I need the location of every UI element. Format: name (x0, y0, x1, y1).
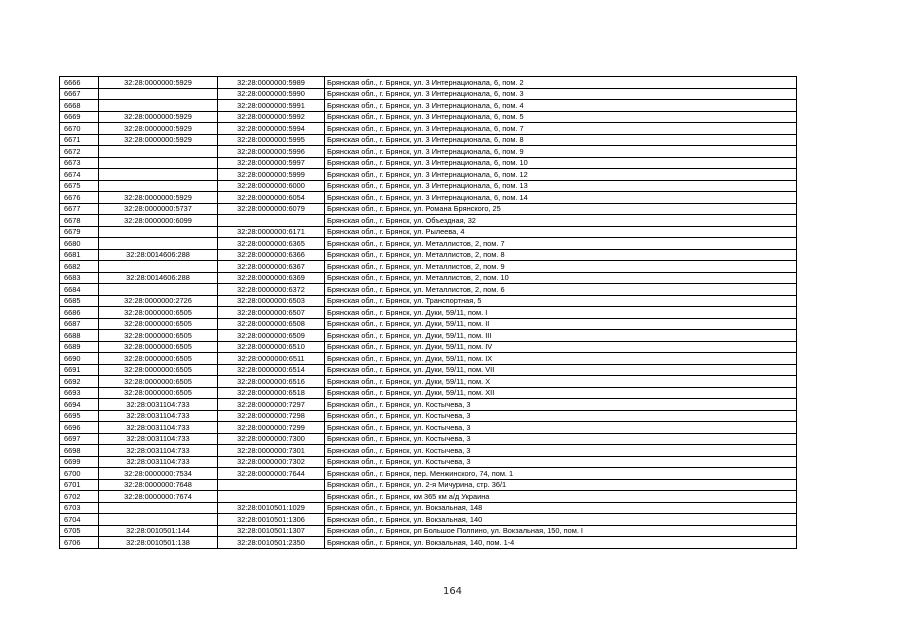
parent-cadastral-cell: 32:28:0000000:6505 (99, 318, 218, 330)
row-number-cell: 6688 (60, 330, 99, 342)
parent-cadastral-cell (99, 261, 218, 273)
row-number-cell: 6680 (60, 238, 99, 250)
table-row (60, 272, 797, 284)
table-row (60, 456, 797, 468)
address-cell: Брянская обл., г. Брянск, ул. Дуки, 59/11, пом. IV (325, 341, 797, 353)
row-number-cell: 6701 (60, 479, 99, 491)
table-row (60, 203, 797, 215)
cadastral-number-cell: 32:28:0000000:6514 (218, 364, 325, 376)
address-cell: Брянская обл., г. Брянск, ул. Металлистов, 2, пом. 6 (325, 284, 797, 296)
parent-cadastral-cell: 32:28:0000000:7648 (99, 479, 218, 491)
row-number-cell: 6673 (60, 157, 99, 169)
address-cell: Брянская обл., г. Брянск, пер. Менжинского, 74, пом. 1 (325, 468, 797, 480)
address-cell: Брянская обл., г. Брянск, ул. Рылеева, 4 (325, 226, 797, 238)
table-row (60, 410, 797, 422)
parent-cadastral-cell: 32:28:0000000:2726 (99, 295, 218, 307)
row-number-cell: 6681 (60, 249, 99, 261)
cadastral-number-cell: 32:28:0000000:5996 (218, 146, 325, 158)
row-number-cell: 6676 (60, 192, 99, 204)
parent-cadastral-cell: 32:28:0000000:6505 (99, 307, 218, 319)
table-row (60, 399, 797, 411)
parent-cadastral-cell (99, 157, 218, 169)
cadastral-number-cell: 32:28:0000000:6507 (218, 307, 325, 319)
address-cell: Брянская обл., г. Брянск, ул. 3 Интернационала, 6, пом. 2 (325, 77, 797, 89)
table-row (60, 479, 797, 491)
parent-cadastral-cell: 32:28:0000000:5737 (99, 203, 218, 215)
cadastral-number-cell: 32:28:0000000:6000 (218, 180, 325, 192)
table-row (60, 376, 797, 388)
cadastral-number-cell: 32:28:0000000:5990 (218, 88, 325, 100)
table-row (60, 77, 797, 89)
row-number-cell: 6694 (60, 399, 99, 411)
row-number-cell: 6675 (60, 180, 99, 192)
address-cell: Брянская обл., г. Брянск, ул. Объездная, 32 (325, 215, 797, 227)
parent-cadastral-cell: 32:28:0031104:733 (99, 422, 218, 434)
table-row (60, 537, 797, 549)
parent-cadastral-cell: 32:28:0000000:6099 (99, 215, 218, 227)
table-row (60, 261, 797, 273)
table-row (60, 192, 797, 204)
parent-cadastral-cell (99, 502, 218, 514)
parent-cadastral-cell: 32:28:0014606:288 (99, 249, 218, 261)
row-number-cell: 6683 (60, 272, 99, 284)
table-row (60, 226, 797, 238)
table-row (60, 157, 797, 169)
address-cell: Брянская обл., г. Брянск, ул. 3 Интернационала, 6, пом. 3 (325, 88, 797, 100)
address-cell: Брянская обл., г. Брянск, ул. Металлистов, 2, пом. 7 (325, 238, 797, 250)
address-cell: Брянская обл., г. Брянск, ул. 3 Интернационала, 6, пом. 14 (325, 192, 797, 204)
row-number-cell: 6705 (60, 525, 99, 537)
table-row (60, 284, 797, 296)
row-number-cell: 6690 (60, 353, 99, 365)
address-cell: Брянская обл., г. Брянск, ул. Металлистов, 2, пом. 8 (325, 249, 797, 261)
address-cell: Брянская обл., г. Брянск, ул. Вокзальная, 140, пом. 1-4 (325, 537, 797, 549)
cadastral-number-cell: 32:28:0000000:5989 (218, 77, 325, 89)
cadastral-number-cell: 32:28:0000000:6510 (218, 341, 325, 353)
table-row (60, 387, 797, 399)
row-number-cell: 6667 (60, 88, 99, 100)
address-cell: Брянская обл., г. Брянск, ул. 3 Интернационала, 6, пом. 8 (325, 134, 797, 146)
address-cell: Брянская обл., г. Брянск, рп Большое Полпино, ул. Вокзальная, 150, пом. I (325, 525, 797, 537)
parent-cadastral-cell (99, 146, 218, 158)
table-row (60, 180, 797, 192)
cadastral-number-cell (218, 491, 325, 503)
address-cell: Брянская обл., г. Брянск, ул. Костычева, 3 (325, 422, 797, 434)
cadastral-number-cell: 32:28:0000000:6369 (218, 272, 325, 284)
address-cell: Брянская обл., г. Брянск, ул. Дуки, 59/11, пом. X (325, 376, 797, 388)
cadastral-number-cell: 32:28:0010501:1029 (218, 502, 325, 514)
cadastral-number-cell: 32:28:0000000:6372 (218, 284, 325, 296)
row-number-cell: 6685 (60, 295, 99, 307)
address-cell: Брянская обл., г. Брянск, ул. 2-я Мичурина, стр. 36/1 (325, 479, 797, 491)
row-number-cell: 6669 (60, 111, 99, 123)
row-number-cell: 6706 (60, 537, 99, 549)
table-row (60, 445, 797, 457)
cadastral-number-cell: 32:28:0000000:6365 (218, 238, 325, 250)
table-row (60, 514, 797, 526)
row-number-cell: 6672 (60, 146, 99, 158)
parent-cadastral-cell: 32:28:0000000:6505 (99, 364, 218, 376)
cadastral-number-cell: 32:28:0000000:5999 (218, 169, 325, 181)
cadastral-number-cell: 32:28:0000000:6054 (218, 192, 325, 204)
cadastral-number-cell: 32:28:0000000:6516 (218, 376, 325, 388)
cadastral-number-cell: 32:28:0000000:6511 (218, 353, 325, 365)
parent-cadastral-cell (99, 169, 218, 181)
row-number-cell: 6702 (60, 491, 99, 503)
row-number-cell: 6692 (60, 376, 99, 388)
address-cell: Брянская обл., г. Брянск, км 365 км а/д Украина (325, 491, 797, 503)
parent-cadastral-cell: 32:28:0000000:6505 (99, 353, 218, 365)
table-row (60, 491, 797, 503)
parent-cadastral-cell (99, 88, 218, 100)
parent-cadastral-cell (99, 514, 218, 526)
table-row (60, 468, 797, 480)
cadastral-number-cell: 32:28:0000000:7301 (218, 445, 325, 457)
cadastral-number-cell: 32:28:0000000:6171 (218, 226, 325, 238)
cadastral-number-cell: 32:28:0000000:5991 (218, 100, 325, 112)
address-cell: Брянская обл., г. Брянск, ул. Дуки, 59/11, пом. IX (325, 353, 797, 365)
address-cell: Брянская обл., г. Брянск, ул. 3 Интернационала, 6, пом. 12 (325, 169, 797, 181)
parent-cadastral-cell: 32:28:0000000:6505 (99, 376, 218, 388)
cadastral-number-cell: 32:28:0000000:5995 (218, 134, 325, 146)
table-row (60, 433, 797, 445)
cadastral-number-cell (218, 479, 325, 491)
parent-cadastral-cell (99, 284, 218, 296)
cadastral-number-cell: 32:28:0010501:1307 (218, 525, 325, 537)
row-number-cell: 6697 (60, 433, 99, 445)
table-row (60, 111, 797, 123)
row-number-cell: 6670 (60, 123, 99, 135)
address-cell: Брянская обл., г. Брянск, ул. Металлистов, 2, пом. 9 (325, 261, 797, 273)
table-row (60, 169, 797, 181)
registry-table (59, 76, 797, 549)
parent-cadastral-cell (99, 180, 218, 192)
table-row (60, 525, 797, 537)
cadastral-number-cell: 32:28:0000000:5992 (218, 111, 325, 123)
address-cell: Брянская обл., г. Брянск, ул. Дуки, 59/11, пом. VII (325, 364, 797, 376)
parent-cadastral-cell: 32:28:0000000:7674 (99, 491, 218, 503)
parent-cadastral-cell (99, 100, 218, 112)
parent-cadastral-cell: 32:28:0000000:5929 (99, 111, 218, 123)
address-cell: Брянская обл., г. Брянск, ул. 3 Интернационала, 6, пом. 13 (325, 180, 797, 192)
table-row (60, 249, 797, 261)
address-cell: Брянская обл., г. Брянск, ул. Вокзальная, 148 (325, 502, 797, 514)
cadastral-number-cell: 32:28:0000000:5997 (218, 157, 325, 169)
cadastral-number-cell: 32:28:0000000:6079 (218, 203, 325, 215)
address-cell: Брянская обл., г. Брянск, ул. 3 Интернационала, 6, пом. 7 (325, 123, 797, 135)
cadastral-number-cell: 32:28:0000000:5994 (218, 123, 325, 135)
address-cell: Брянская обл., г. Брянск, ул. Дуки, 59/11, пом. I (325, 307, 797, 319)
row-number-cell: 6684 (60, 284, 99, 296)
cadastral-number-cell: 32:28:0010501:1306 (218, 514, 325, 526)
row-number-cell: 6699 (60, 456, 99, 468)
address-cell: Брянская обл., г. Брянск, ул. Костычева, 3 (325, 445, 797, 457)
table-row (60, 330, 797, 342)
cadastral-number-cell: 32:28:0000000:7298 (218, 410, 325, 422)
table-row (60, 318, 797, 330)
table-row (60, 123, 797, 135)
address-cell: Брянская обл., г. Брянск, ул. Вокзальная, 140 (325, 514, 797, 526)
parent-cadastral-cell: 32:28:0031104:733 (99, 456, 218, 468)
address-cell: Брянская обл., г. Брянск, ул. Костычева, 3 (325, 433, 797, 445)
row-number-cell: 6698 (60, 445, 99, 457)
address-cell: Брянская обл., г. Брянск, ул. Металлистов, 2, пом. 10 (325, 272, 797, 284)
table-row (60, 307, 797, 319)
table-row (60, 364, 797, 376)
cadastral-number-cell (218, 215, 325, 227)
table-row (60, 100, 797, 112)
parent-cadastral-cell: 32:28:0000000:5929 (99, 192, 218, 204)
cadastral-number-cell: 32:28:0000000:7302 (218, 456, 325, 468)
table-row (60, 353, 797, 365)
parent-cadastral-cell: 32:28:0031104:733 (99, 433, 218, 445)
cadastral-number-cell: 32:28:0000000:7644 (218, 468, 325, 480)
address-cell: Брянская обл., г. Брянск, ул. Костычева, 3 (325, 410, 797, 422)
row-number-cell: 6703 (60, 502, 99, 514)
address-cell: Брянская обл., г. Брянск, ул. 3 Интернационала, 6, пом. 4 (325, 100, 797, 112)
address-cell: Брянская обл., г. Брянск, ул. Дуки, 59/11, пом. II (325, 318, 797, 330)
parent-cadastral-cell: 32:28:0031104:733 (99, 445, 218, 457)
address-cell: Брянская обл., г. Брянск, ул. Костычева, 3 (325, 456, 797, 468)
cadastral-number-cell: 32:28:0000000:6518 (218, 387, 325, 399)
cadastral-number-cell: 32:28:0000000:7297 (218, 399, 325, 411)
cadastral-number-cell: 32:28:0000000:7300 (218, 433, 325, 445)
cadastral-number-cell: 32:28:0000000:6508 (218, 318, 325, 330)
table-row (60, 295, 797, 307)
row-number-cell: 6666 (60, 77, 99, 89)
row-number-cell: 6693 (60, 387, 99, 399)
row-number-cell: 6679 (60, 226, 99, 238)
row-number-cell: 6671 (60, 134, 99, 146)
page-number: 164 (442, 586, 463, 597)
parent-cadastral-cell (99, 226, 218, 238)
address-cell: Брянская обл., г. Брянск, ул. Романа Брянского, 25 (325, 203, 797, 215)
parent-cadastral-cell: 32:28:0014606:288 (99, 272, 218, 284)
parent-cadastral-cell: 32:28:0031104:733 (99, 399, 218, 411)
parent-cadastral-cell: 32:28:0000000:6505 (99, 341, 218, 353)
cadastral-number-cell: 32:28:0000000:7299 (218, 422, 325, 434)
registry-table-body (60, 77, 797, 549)
parent-cadastral-cell: 32:28:0000000:7534 (99, 468, 218, 480)
address-cell: Брянская обл., г. Брянск, ул. Транспортная, 5 (325, 295, 797, 307)
address-cell: Брянская обл., г. Брянск, ул. 3 Интернационала, 6, пом. 9 (325, 146, 797, 158)
address-cell: Брянская обл., г. Брянск, ул. Дуки, 59/11, пом. XII (325, 387, 797, 399)
row-number-cell: 6686 (60, 307, 99, 319)
table-row (60, 88, 797, 100)
table-row (60, 134, 797, 146)
cadastral-number-cell: 32:28:0000000:6367 (218, 261, 325, 273)
address-cell: Брянская обл., г. Брянск, ул. 3 Интернационала, 6, пом. 10 (325, 157, 797, 169)
row-number-cell: 6696 (60, 422, 99, 434)
row-number-cell: 6674 (60, 169, 99, 181)
cadastral-number-cell: 32:28:0000000:6366 (218, 249, 325, 261)
parent-cadastral-cell: 32:28:0010501:144 (99, 525, 218, 537)
table-row (60, 146, 797, 158)
address-cell: Брянская обл., г. Брянск, ул. 3 Интернационала, 6, пом. 5 (325, 111, 797, 123)
address-cell: Брянская обл., г. Брянск, ул. Костычева, 3 (325, 399, 797, 411)
row-number-cell: 6689 (60, 341, 99, 353)
parent-cadastral-cell: 32:28:0000000:5929 (99, 134, 218, 146)
cadastral-number-cell: 32:28:0000000:6503 (218, 295, 325, 307)
row-number-cell: 6677 (60, 203, 99, 215)
row-number-cell: 6695 (60, 410, 99, 422)
cadastral-number-cell: 32:28:0010501:2350 (218, 537, 325, 549)
row-number-cell: 6678 (60, 215, 99, 227)
parent-cadastral-cell: 32:28:0000000:5929 (99, 77, 218, 89)
cadastral-number-cell: 32:28:0000000:6509 (218, 330, 325, 342)
row-number-cell: 6682 (60, 261, 99, 273)
parent-cadastral-cell: 32:28:0000000:6505 (99, 330, 218, 342)
table-row (60, 502, 797, 514)
parent-cadastral-cell: 32:28:0000000:5929 (99, 123, 218, 135)
parent-cadastral-cell: 32:28:0010501:138 (99, 537, 218, 549)
row-number-cell: 6668 (60, 100, 99, 112)
parent-cadastral-cell: 32:28:0031104:733 (99, 410, 218, 422)
parent-cadastral-cell (99, 238, 218, 250)
row-number-cell: 6704 (60, 514, 99, 526)
table-row (60, 215, 797, 227)
table-row (60, 341, 797, 353)
row-number-cell: 6687 (60, 318, 99, 330)
row-number-cell: 6691 (60, 364, 99, 376)
row-number-cell: 6700 (60, 468, 99, 480)
address-cell: Брянская обл., г. Брянск, ул. Дуки, 59/11, пом. III (325, 330, 797, 342)
table-row (60, 422, 797, 434)
table-row (60, 238, 797, 250)
parent-cadastral-cell: 32:28:0000000:6505 (99, 387, 218, 399)
